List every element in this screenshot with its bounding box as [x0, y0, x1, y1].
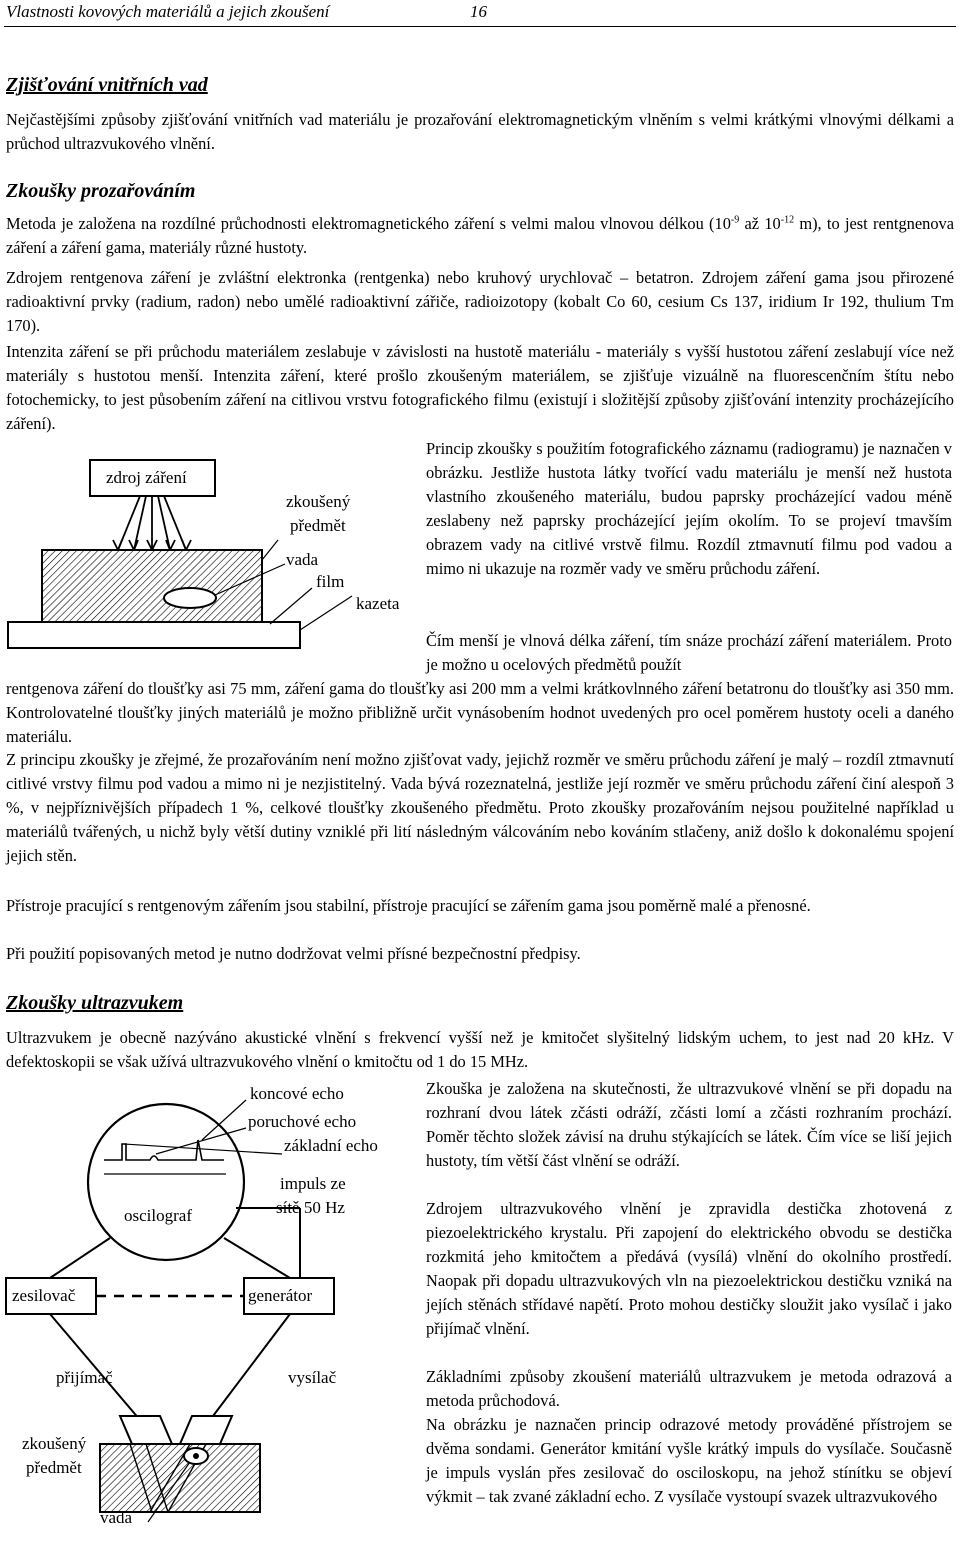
page-header [0, 0, 960, 30]
paragraph-devices: Přístroje pracující s rentgenovým zářením jsou stabilní, přístroje pracující se zářením gama jsou poměrně malé a přenosné. [6, 896, 811, 915]
ray-bundle [113, 496, 191, 550]
paragraph-radiation-sources: Zdrojem rentgenova záření je zvláštní elektronka (rentgenka) nebo kruhový urychlovač – betatron. Zdrojem záření gama jsou přirozené radioaktivní prvky (radium, radon) nebo umělé radioaktivní zářiče, radioizotopy (kobalt Co 60, cesium Cs 137, iridium Ir 192, thulium Tm 170). [6, 268, 954, 335]
label-pulse-1: impuls ze [280, 1174, 346, 1193]
transmitter-probe [180, 1416, 232, 1444]
paragraph-wavelength-b: rentgenova záření do tloušťky asi 75 mm, záření gama do tloušťky asi 200 mm a velmi krátkovlnného záření betatronu do tloušťky asi 350 mm. Kontrolovatelné tloušťky jiných materiálů je možno přibližně určit vynásobením hodnot uvedených pro ocel poměrem hustoty oceli a daného materiálu. [6, 679, 954, 746]
label-end-echo: koncové echo [250, 1084, 344, 1103]
label-fault-echo: poruchové echo [248, 1112, 357, 1131]
tested-object [42, 550, 262, 622]
label-tested-object-2: předmět [290, 516, 346, 535]
paragraph-intensity: Intenzita záření se při průchodu materiálem zeslabuje v závislosti na hustotě materiálu - materiály s vyšší hustotou záření zeslabují více než materiály s hustotou menší. Intenzita záření, které prošlo zkoušeným materiálem, se zjišťuje vizuálně na fluorescenčním štítu nebo fotochemicky, to jest působením záření na citlivou vrstvu fotografického filmu (existují i složitější způsoby zjišťování intenzity procházejícího záření). [6, 342, 954, 433]
header-rule [4, 26, 956, 27]
label-tested-object-1: zkoušený [286, 492, 351, 511]
paragraph-ultrasound-principle: Zkouška je založena na skutečnosti, že ultrazvukové vlnění se při dopadu na rozhraní dvou látek zčásti odráží, zčásti lomí a zčásti rozhraním prochází. Poměr těchto složek závisí na druhu stýkajících se látek. Čím více se liší jejich hustoty, tím větší část vlnění se odráží. [426, 1079, 952, 1170]
figure-ultrasound [0, 1078, 420, 1538]
label-object-1: zkoušený [22, 1434, 87, 1453]
label-transmitter: vysílač [288, 1368, 337, 1387]
paragraph-limits: Z principu zkoušky je zřejmé, že prozařováním není možno zjišťovat vady, jejichž rozměr ve směru průchodu záření je malý – rozdíl ztmavnutí citlivé vrstvy filmu pod vadou a mimo ni je nezjistitelný. Vada bývá rozeznatelná, jestliže její rozměr ve směru průchodu záření činí alespoň 3 %, v nejpříznivějších případech 1 %, celkové tloušťky zkoušeného předmětu. Proto zkoušky prozařováním nejsou použitelné například u materiálů tvářených, u nichž byly větší dutiny vzniklé při lití následným válcováním nebo kováním stlačeny, aniž došlo k dokonalému spojení jejich stěn. [6, 750, 954, 865]
cassette [8, 622, 300, 648]
figure-radiography-drawing [0, 450, 420, 670]
paragraph-ultrasound-source: Zdrojem ultrazvukového vlnění je zpravidla destička zhotovená z piezoelektrického krystalu. Při zapojení do elektrického obvodu se destička rozkmitá jeho kmitočtem a předává (vysílá) vlnění do okolního prostředí. Naopak při dopadu ultrazvukových vln na piezoelektrickou destičku vzniká na jejích stěnách střídavé napětí. Proto mohou destičky sloužit jako vysílač i jako přijímač vlnění. [426, 1199, 952, 1338]
paragraph-radiography-method: Metoda je založena na rozdílné průchodnosti elektromagnetického záření s velmi malou vlnovou délkou ($10^{-9}$ až $10^{-12}$ m), to jest rentgnenova záření a záření gama, materiály různé hustoty. [6, 214, 955, 257]
ultrasound-tested-object [100, 1444, 260, 1512]
defect-ellipse [164, 588, 216, 608]
paragraph-intro: Nejčastějšími způsoby zjišťování vnitřních vad materiálu je prozařování elektromagnetickým vlněním s velmi krátkými vlnovými délkami a průchod ultrazvukového vlnění. [6, 110, 954, 153]
label-cassette: kazeta [356, 594, 400, 613]
label-receiver: přijímač [56, 1368, 113, 1387]
receiver-probe [120, 1416, 172, 1444]
paragraph-ultrasound-definition: Ultrazvukem je obecně nazýváno akustické vlnění s frekvencí vyšší než je kmitočet slyšitelný lidským uchem, to jest nad 20 kHz. V defektoskopii se však užívá ultrazvukového vlnění o kmitočtu od 1 do 15 MHz. [6, 1028, 954, 1071]
figure-radiography [0, 450, 420, 670]
paragraph-reflection-method: Na obrázku je naznačen princip odrazové metody prováděné přístrojem se dvěma sondami. Generátor kmitání vyšle krátký impuls do vysílače. Současně je impuls vyslán přes zesilovač do osciloskopu, na jehož stínítku se objeví výkmit – tak zvané základní echo. Z vysílače vystoupí svazek ultrazvukového [426, 1415, 952, 1506]
document-title: Vlastnosti kovových materiálů a jejich zkoušení [6, 2, 330, 21]
label-oscillograph: oscilograf [124, 1206, 192, 1225]
label-object-2: předmět [26, 1458, 82, 1477]
page-number: 16 [470, 2, 487, 21]
label-generator: generátor [248, 1286, 313, 1305]
label-defect: vada [286, 550, 319, 569]
paragraph-radiogram-principle: Princip zkoušky s použitím fotografického záznamu (radiogramu) je naznačen v obrázku. Jestliže hustota látky tvořící vadu materiálu je menší než hustota vlastního zkoušeného materiálu, budou paprsky procházející vadou méně zeslabeny než paprsky procházející jejím okolím. To se projeví tmavším obrazem vady na citlivé vrstvě filmu. Rozdíl ztmavnutí filmu pod vadou a mimo ni ukazuje na rozměr vady ve směru průchodu záření. [426, 439, 952, 578]
section-heading-radiography: Zkoušky prozařováním [6, 180, 196, 202]
label-ultrasound-defect: vada [100, 1508, 133, 1527]
section-heading-ultrasound: Zkoušky ultrazvukem [6, 992, 184, 1014]
section-heading-internal-defects: Zjišťování vnitřních vad [6, 74, 208, 96]
paragraph-ultrasound-methods: Základními způsoby zkoušení materiálů ultrazvukem je metoda odrazová a metoda průchodová. [426, 1367, 952, 1410]
paragraph-wavelength-a: Čím menší je vlnová délka záření, tím snáze prochází záření materiálem. Proto je možno u ocelových předmětů použít [426, 631, 952, 674]
paragraph-safety: Při použití popisovaných metod je nutno dodržovat velmi přísné bezpečnostní předpisy. [6, 944, 581, 963]
label-amplifier: zesilovač [12, 1286, 76, 1305]
label-radiation-source: zdroj záření [106, 468, 187, 487]
label-base-echo: základní echo [284, 1136, 378, 1155]
label-pulse-2: sítě 50 Hz [276, 1198, 345, 1217]
label-film: film [316, 572, 345, 591]
oscilloscope-screen [88, 1104, 244, 1260]
